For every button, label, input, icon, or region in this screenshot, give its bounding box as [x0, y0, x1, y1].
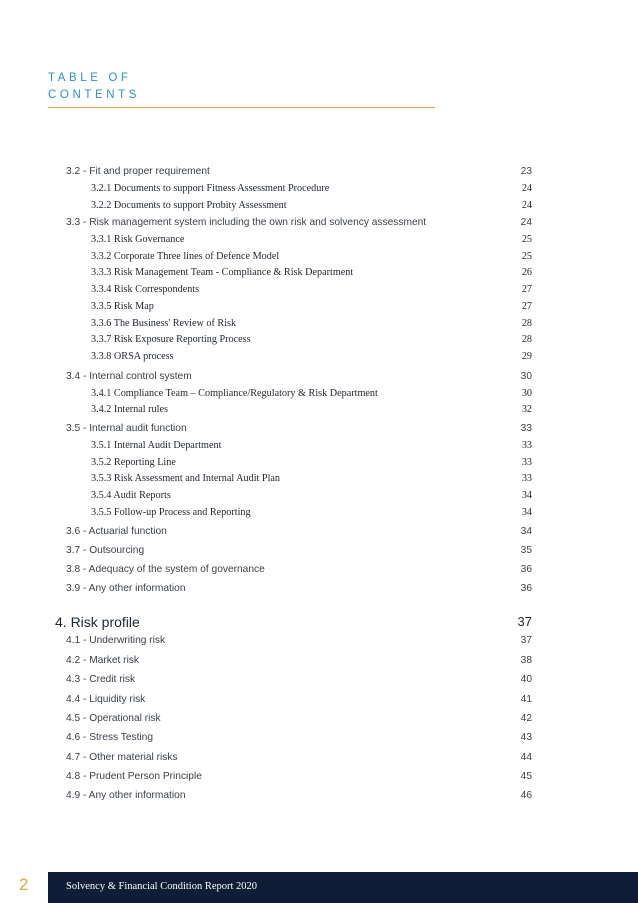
toc-entry[interactable] [0, 421, 638, 437]
toc-entry-page: 46 [520, 790, 532, 801]
toc-subentry[interactable] [0, 282, 638, 298]
toc-entry[interactable] [0, 215, 638, 231]
toc-entry-label: 3.3.3 Risk Management Team - Compliance & Risk Department [91, 267, 354, 278]
toc-entry-page: 27 [521, 301, 532, 312]
toc-entry-label: 3.2.1 Documents to support Fitness Assessment Procedure [91, 183, 330, 194]
toc-entry[interactable] [0, 581, 638, 597]
toc-entry-label: 3.5.1 Internal Audit Department [91, 440, 222, 451]
toc-entry-page: 40 [520, 674, 532, 685]
footer-report-title: Solvency & Financial Condition Report 2020 [66, 881, 258, 892]
toc-subentry[interactable] [0, 265, 638, 281]
toc-entry-page: 41 [520, 694, 532, 705]
toc-entry[interactable] [0, 164, 638, 180]
footer-page-number: 2 [19, 875, 29, 894]
toc-entry-label: 3.5.2 Reporting Line [91, 457, 176, 468]
toc-entry-label: 3.5.5 Follow-up Process and Reporting [91, 507, 251, 518]
toc-entry-page: 28 [521, 334, 532, 345]
toc-entry[interactable] [0, 788, 638, 804]
toc-entry-label: 3.3.5 Risk Map [91, 301, 154, 312]
toc-heading-line2: CONTENTS [48, 89, 141, 101]
toc-entry[interactable] [0, 711, 638, 727]
toc-entry-page: 33 [521, 457, 532, 468]
toc-entry-label: 3.2 - Fit and proper requirement [66, 166, 210, 177]
toc-entry-page: 26 [521, 267, 532, 278]
toc-entry-label: 4.1 - Underwriting risk [66, 635, 166, 646]
toc-entry-page: 42 [520, 713, 532, 724]
toc-entry[interactable] [0, 369, 638, 385]
toc-entry[interactable] [0, 692, 638, 708]
toc-entry-label: 3.4.2 Internal rules [91, 404, 168, 415]
toc-subentry[interactable] [0, 471, 638, 487]
toc-entry-page: 43 [520, 732, 532, 743]
toc-entry-label: 4.5 - Operational risk [66, 713, 161, 724]
toc-subentry[interactable] [0, 299, 638, 315]
toc-entry-label: 3.6 - Actuarial function [66, 526, 167, 537]
toc-entry-page: 38 [520, 655, 532, 666]
toc-entry-label: 4.2 - Market risk [66, 655, 140, 666]
toc-entry-page: 24 [520, 217, 532, 228]
toc-subentry[interactable] [0, 505, 638, 521]
toc-entry-label: 3.4 - Internal control system [66, 371, 192, 382]
toc-subentry[interactable] [0, 386, 638, 402]
toc-subentry[interactable] [0, 232, 638, 248]
toc-heading [48, 70, 140, 104]
toc-entry[interactable] [0, 524, 638, 540]
toc-subentry[interactable] [0, 332, 638, 348]
toc-entry-page: 34 [521, 507, 532, 518]
toc-entry[interactable] [0, 653, 638, 669]
toc-chapter[interactable] [0, 612, 638, 632]
toc-entry-label: 3.3.1 Risk Governance [91, 234, 185, 245]
toc-entry-label: 4.8 - Prudent Person Principle [66, 771, 202, 782]
toc-subentry[interactable] [0, 402, 638, 418]
toc-entry-page: 32 [521, 404, 532, 415]
toc-entry-label: 3.3.6 The Business' Review of Risk [91, 318, 237, 329]
toc-entry-label: 3.9 - Any other information [66, 583, 186, 594]
toc-entry[interactable] [0, 562, 638, 578]
toc-entry-page: 33 [521, 440, 532, 451]
toc-entry-page: 36 [520, 583, 532, 594]
toc-entry-label: 4.6 - Stress Testing [66, 732, 154, 743]
toc-entry-label: 4.3 - Credit risk [66, 674, 136, 685]
toc-entry-page: 33 [521, 473, 532, 484]
toc-subentry[interactable] [0, 198, 638, 214]
toc-entry-label: 4.9 - Any other information [66, 790, 186, 801]
toc-subentry[interactable] [0, 455, 638, 471]
toc-entry-label: 4.7 - Other material risks [66, 752, 178, 763]
toc-entry-page: 34 [520, 526, 532, 537]
toc-entry-page: 35 [520, 545, 532, 556]
toc-entry-label: 4. Risk profile [55, 614, 140, 630]
toc-subentry[interactable] [0, 181, 638, 197]
toc-entry-label: 3.3.4 Risk Correspondents [91, 284, 200, 295]
toc-entry[interactable] [0, 672, 638, 688]
toc-entry-page: 45 [520, 771, 532, 782]
toc-subentry[interactable] [0, 316, 638, 332]
toc-entry[interactable] [0, 769, 638, 785]
toc-entry-label: 3.4.1 Compliance Team – Compliance/Regulatory & Risk Department [91, 388, 378, 399]
toc-entry-page: 27 [521, 284, 532, 295]
toc-entry-label: 3.5 - Internal audit function [66, 423, 187, 434]
toc-entry-page: 30 [521, 388, 532, 399]
toc-entry-page: 23 [520, 166, 532, 177]
toc-entry-page: 37 [517, 614, 532, 629]
toc-entry-page: 44 [520, 752, 532, 763]
toc-entry[interactable] [0, 633, 638, 649]
toc-entry-label: 3.3 - Risk management system including the own risk and solvency assessment [66, 217, 427, 228]
toc-subentry[interactable] [0, 249, 638, 265]
toc-subentry[interactable] [0, 349, 638, 365]
toc-entry-label: 4.4 - Liquidity risk [66, 694, 146, 705]
toc-entry-page: 36 [520, 564, 532, 575]
toc-entry-page: 30 [520, 371, 532, 382]
toc-entry-label: 3.7 - Outsourcing [66, 545, 145, 556]
toc-entry[interactable] [0, 750, 638, 766]
toc-entry-page: 24 [521, 183, 532, 194]
toc-entry-page: 25 [521, 251, 532, 262]
toc-entry-page: 37 [520, 635, 532, 646]
toc-entry-page: 24 [521, 200, 532, 211]
toc-entry-label: 3.5.3 Risk Assessment and Internal Audit Plan [91, 473, 281, 484]
toc-entry-page: 34 [521, 490, 532, 501]
toc-entry-page: 25 [521, 234, 532, 245]
toc-entry-page: 33 [520, 423, 532, 434]
toc-entry-label: 3.3.7 Risk Exposure Reporting Process [91, 334, 251, 345]
toc-entry[interactable] [0, 543, 638, 559]
toc-entry[interactable] [0, 730, 638, 746]
toc-entry-label: 3.3.2 Corporate Three lines of Defence Model [91, 251, 280, 262]
toc-entry-label: 3.5.4 Audit Reports [91, 490, 171, 501]
footer-bar [48, 872, 638, 903]
toc-subentry[interactable] [0, 438, 638, 454]
heading-divider [48, 107, 435, 108]
toc-entry-label: 3.3.8 ORSA process [91, 351, 174, 362]
toc-entry-page: 28 [521, 318, 532, 329]
toc-entry-label: 3.2.2 Documents to support Probity Assessment [91, 200, 287, 211]
toc-heading-line1: TABLE OF [48, 72, 132, 84]
toc-entry-label: 3.8 - Adequacy of the system of governance [66, 564, 265, 575]
toc-subentry[interactable] [0, 488, 638, 504]
toc-entry-page: 29 [521, 351, 532, 362]
